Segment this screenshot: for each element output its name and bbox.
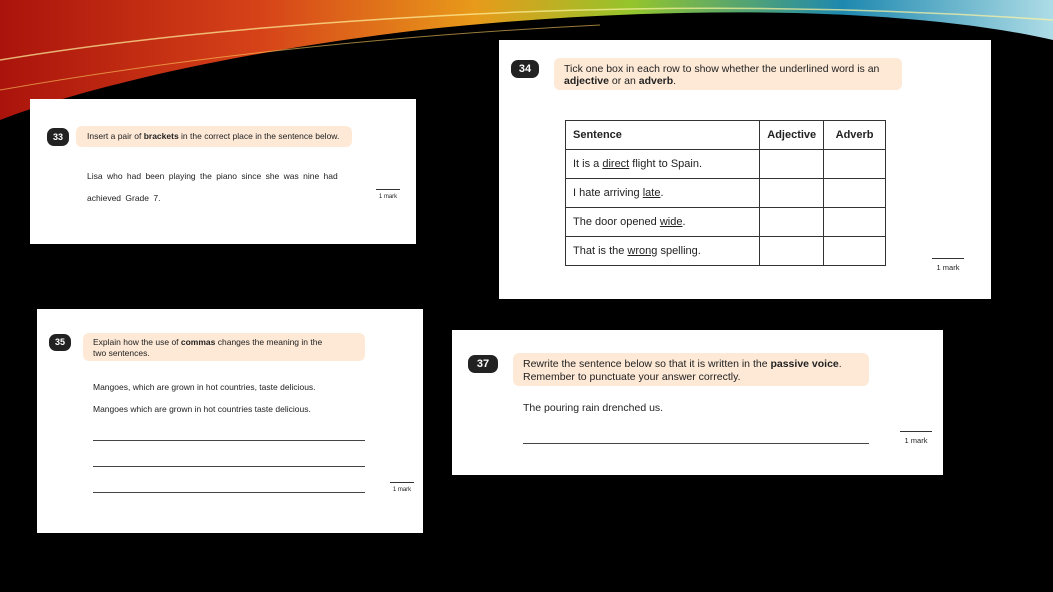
table-header-row xyxy=(566,121,886,150)
mark-label: 1 mark xyxy=(936,263,960,272)
answer-line[interactable] xyxy=(523,443,869,444)
question-number-badge: 35 xyxy=(49,334,71,351)
sentence-to-rewrite: The pouring rain drenched us. xyxy=(523,402,664,414)
answer-line[interactable] xyxy=(93,466,365,467)
adverb-tick-box[interactable] xyxy=(824,208,886,237)
header-adjective: Adjective xyxy=(760,121,824,150)
sentence-text: flight to Spain. xyxy=(629,158,703,170)
sentence-line-1: Lisa who had been playing the piano since she was nine had xyxy=(87,171,338,181)
sentence-text: I hate arriving xyxy=(573,187,643,199)
question-34-card xyxy=(499,40,991,299)
adverb-tick-box[interactable] xyxy=(824,237,886,266)
prompt-text: Tick one box in each row to show whether the underlined word is an xyxy=(564,63,880,75)
adjective-tick-box[interactable] xyxy=(760,208,824,237)
answer-line[interactable] xyxy=(93,440,365,441)
underlined-word: wide xyxy=(659,216,683,228)
header-adverb: Adverb xyxy=(824,121,886,150)
question-prompt xyxy=(87,131,339,141)
question-prompt xyxy=(523,358,842,383)
underlined-word: late xyxy=(642,187,661,199)
mark-allocation xyxy=(900,431,932,445)
prompt-keyword-adjective: adjective xyxy=(564,75,609,87)
mark-allocation xyxy=(376,189,400,200)
mark-label: 1 mark xyxy=(392,487,412,493)
prompt-text: Insert a pair of xyxy=(87,131,144,141)
sentence-line-2: achieved Grade 7. xyxy=(87,193,161,203)
prompt-text: or an xyxy=(608,75,639,87)
question-prompt xyxy=(93,337,322,358)
prompt-text: Explain how the use of xyxy=(93,337,181,347)
prompt-text: two sentences. xyxy=(93,347,150,358)
prompt-text: Remember to punctuate your answer correctly. xyxy=(523,370,741,383)
header-sentence: Sentence xyxy=(566,121,760,150)
underlined-word: wrong xyxy=(627,245,658,257)
mark-allocation xyxy=(932,258,964,272)
sentence-with-commas: Mangoes, which are grown in hot countries, taste delicious. xyxy=(93,382,316,392)
adjective-tick-box[interactable] xyxy=(760,150,824,179)
mark-label: 1 mark xyxy=(904,436,928,445)
sentence-without-commas: Mangoes which are grown in hot countries taste delicious. xyxy=(93,404,311,414)
sentence-cell xyxy=(566,237,760,266)
adverb-tick-box[interactable] xyxy=(824,179,886,208)
sentence-text: . xyxy=(682,216,686,228)
sentence-cell xyxy=(566,208,760,237)
adverb-tick-box[interactable] xyxy=(824,150,886,179)
tick-box-table xyxy=(565,120,886,266)
question-33-card xyxy=(30,99,416,244)
prompt-keyword: brackets xyxy=(143,131,179,141)
sentence-cell xyxy=(566,179,760,208)
table-row xyxy=(566,208,886,237)
prompt-text: in the correct place in the sentence below. xyxy=(178,131,340,141)
sentence-text: The door opened xyxy=(573,216,660,228)
adjective-tick-box[interactable] xyxy=(760,237,824,266)
prompt-text: . xyxy=(838,358,842,370)
table-row xyxy=(566,179,886,208)
sentence-text: . xyxy=(660,187,664,199)
question-number-badge: 34 xyxy=(511,60,539,78)
question-number-badge: 37 xyxy=(468,355,498,373)
underlined-word: direct xyxy=(602,158,630,170)
question-37-card xyxy=(452,330,943,475)
prompt-keyword: passive voice xyxy=(770,358,839,370)
table-row xyxy=(566,237,886,266)
sentence-text: That is the xyxy=(573,245,628,257)
prompt-text: Rewrite the sentence below so that it is written in the xyxy=(523,358,771,370)
prompt-text: changes the meaning in the xyxy=(215,337,323,347)
prompt-keyword: commas xyxy=(180,337,216,347)
table-row xyxy=(566,150,886,179)
sentence-text: It is a xyxy=(573,158,603,170)
mark-label: 1 mark xyxy=(378,194,398,200)
prompt-text: . xyxy=(673,75,677,87)
question-35-card xyxy=(37,309,423,533)
answer-line[interactable] xyxy=(93,492,365,493)
sentence-text: spelling. xyxy=(657,245,701,257)
prompt-keyword-adverb: adverb xyxy=(638,75,674,87)
question-prompt xyxy=(564,63,879,87)
mark-allocation xyxy=(390,482,414,493)
adjective-tick-box[interactable] xyxy=(760,179,824,208)
sentence-cell xyxy=(566,150,760,179)
question-number-badge: 33 xyxy=(47,128,69,146)
